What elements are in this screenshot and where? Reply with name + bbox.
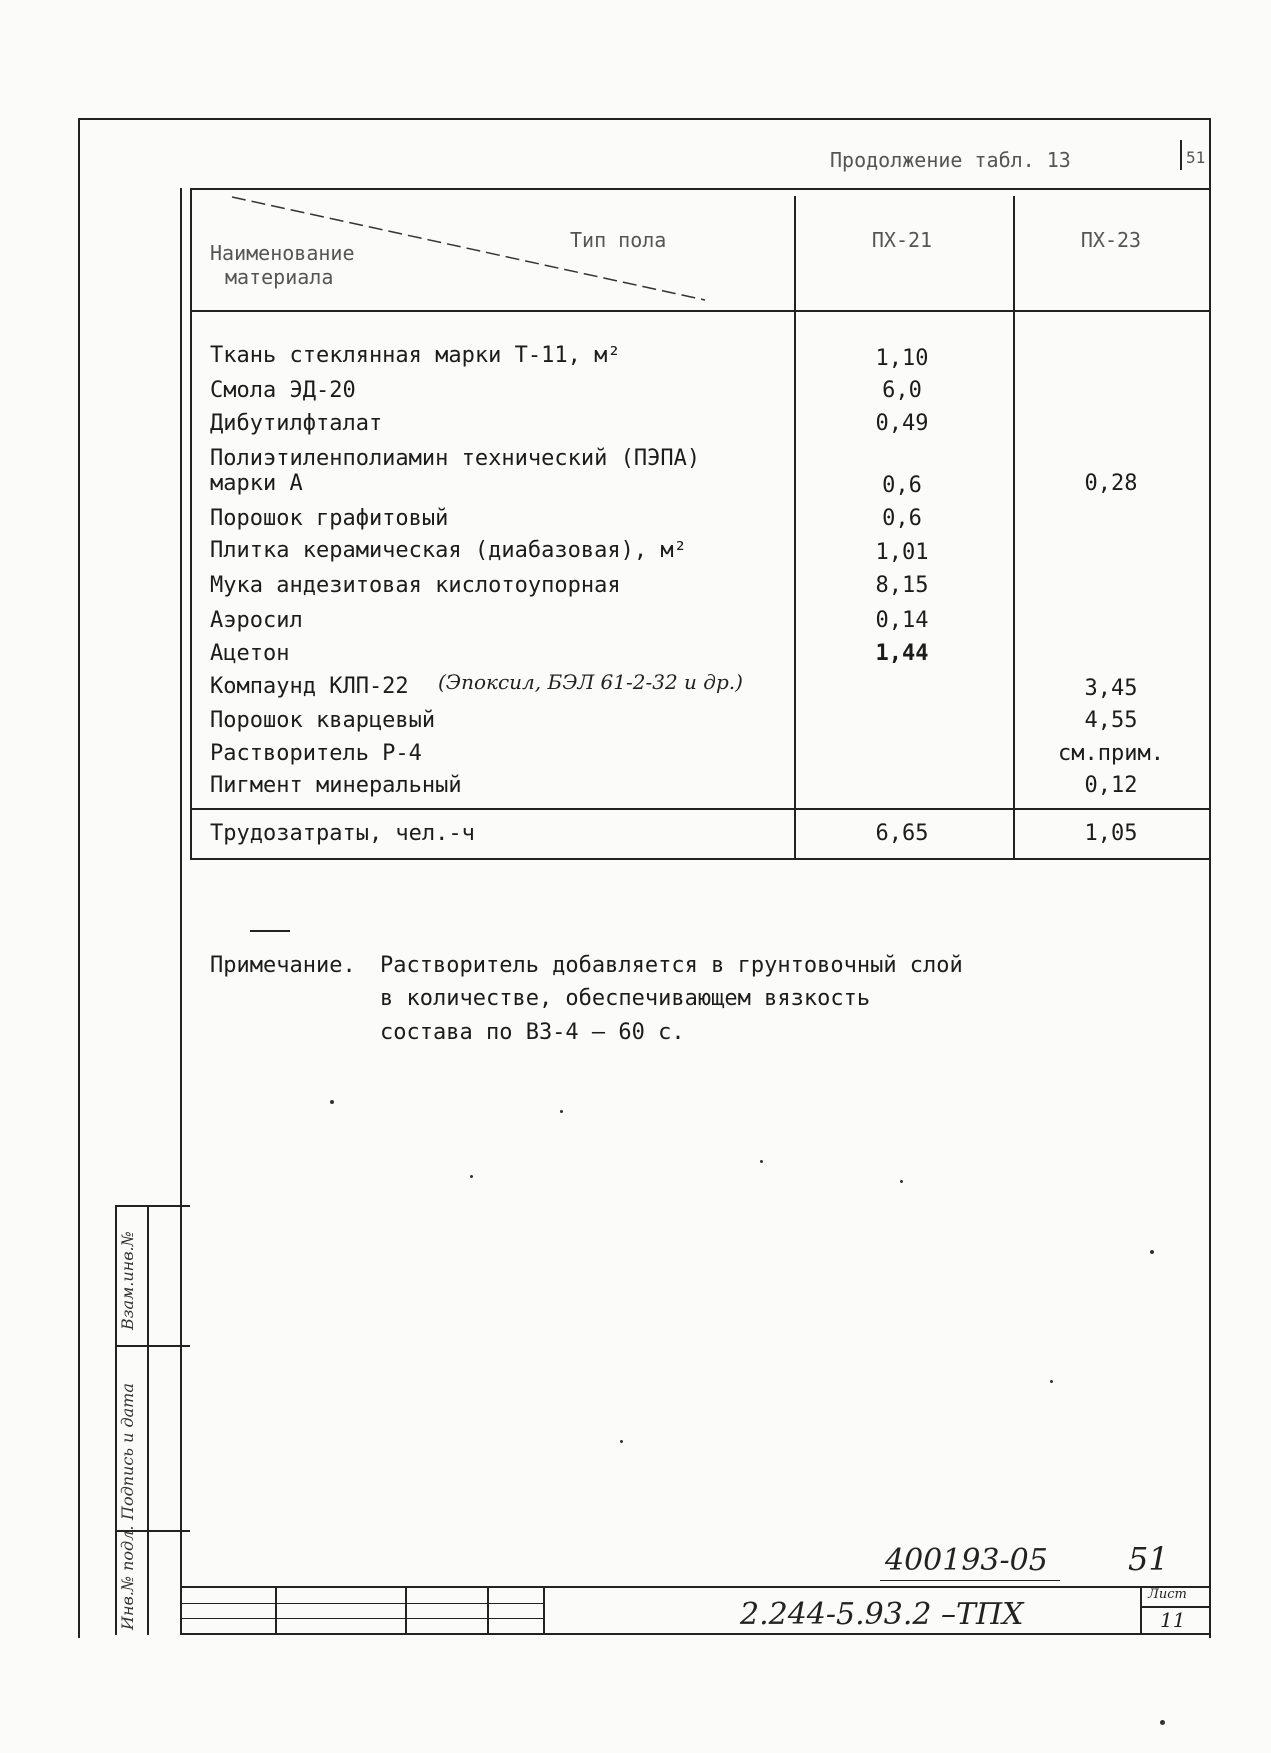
side-stamp-row-1 (115, 1345, 190, 1347)
row-name-0: Ткань стеклянная марки Т-11, м² (210, 343, 621, 368)
header-col2: ПХ-23 (1080, 228, 1142, 252)
labor-name: Трудозатраты, чел.-ч (210, 821, 475, 846)
outer-frame-left (78, 118, 80, 1638)
row-v2-12: см.прим. (1058, 741, 1164, 766)
corner-mark: 51 (1186, 148, 1206, 167)
side-stamp-col-mid (147, 1205, 149, 1635)
archive-number: 400193-05 (885, 1543, 1048, 1578)
noise-speck (330, 1100, 334, 1104)
header-col1: ПХ-21 (871, 228, 933, 252)
row-name-10-handwritten: (Эпоксил, БЭЛ 61-2-32 и др.) (438, 670, 743, 694)
row-name-3: Полиэтиленполиамин технический (ПЭПА) (210, 446, 701, 471)
row-v2-10: 3,45 (1084, 676, 1138, 701)
row-name-9: Ацетон (210, 641, 290, 666)
row-name-10: Компаунд КЛП-22 (210, 674, 409, 699)
stamp-vline-3 (487, 1586, 489, 1634)
row-name-1: Смола ЭД-20 (210, 378, 356, 403)
side-stamp-top (115, 1205, 190, 1207)
stamp-row-line-2 (180, 1618, 545, 1619)
side-label-inv: Инв.№ подл. (118, 1525, 137, 1630)
sheet-number: 11 (1160, 1608, 1186, 1632)
table-header-divider (190, 310, 1210, 312)
row-name-6: Плитка керамическая (диабазовая), м² (210, 538, 687, 563)
archive-underline (880, 1580, 1060, 1581)
stamp-sheet-box-left (1140, 1586, 1142, 1634)
side-label-replace: Взам.инв.№ (118, 1231, 137, 1330)
table-bottom-border (190, 858, 1210, 860)
row-name-13: Пигмент минеральный (210, 773, 462, 798)
row-v1-1: 6,0 (882, 378, 922, 403)
row-name-11: Порошок кварцевый (210, 708, 436, 733)
row-name-12: Растворитель Р-4 (210, 741, 422, 766)
side-label-signature: Подпись и дата (118, 1383, 137, 1520)
page-number: 51 (1128, 1540, 1169, 1578)
labor-v1: 6,65 (875, 821, 929, 846)
table-labor-divider-top (190, 808, 1210, 810)
noise-speck (1160, 1720, 1165, 1725)
outer-frame-top (78, 118, 1211, 120)
noise-speck (560, 1110, 563, 1113)
row-name-2: Дибутилфталат (210, 411, 383, 436)
row-v1-0: 1,10 (875, 346, 929, 371)
table-col-divider-2 (1013, 196, 1015, 860)
designation: 2.244-5.93.2 –ТПХ (740, 1597, 1024, 1632)
header-name-line1: Наименование (210, 241, 355, 265)
table-left-border (190, 188, 192, 860)
noise-speck (620, 1440, 623, 1443)
row-name-5: Порошок графитовый (210, 506, 449, 531)
stamp-top-line (180, 1586, 1210, 1588)
table-top-border (190, 188, 1210, 190)
note-line2: в количестве, обеспечивающем вязкость (380, 986, 871, 1011)
stamp-vline-1 (275, 1586, 277, 1634)
row-v2-11: 4,55 (1084, 708, 1138, 733)
noise-speck (1150, 1250, 1154, 1254)
table-right-border (1209, 188, 1211, 860)
note-line3: состава по ВЗ-4 – 60 с. (380, 1020, 685, 1045)
labor-v2: 1,05 (1084, 821, 1138, 846)
row-v1-6: 1,01 (875, 540, 929, 565)
noise-speck (1050, 1380, 1053, 1383)
noise-speck (470, 1175, 473, 1178)
stamp-row-line-1 (180, 1603, 545, 1604)
note-line1: Растворитель добавляется в грунтовочный слой (380, 953, 963, 978)
row-v2-13: 0,12 (1084, 773, 1138, 798)
noise-speck (900, 1180, 903, 1183)
inner-frame-bottom (180, 1633, 1210, 1635)
header-note: Продолжение табл. 13 (830, 148, 1071, 172)
stamp-vline-4 (543, 1586, 545, 1634)
row-name-8: Аэросил (210, 608, 303, 633)
row-name-4: марки А (210, 471, 303, 496)
row-v2-4: 0,28 (1084, 471, 1138, 496)
header-name-line2: материала (225, 265, 334, 289)
stamp-vline-2 (405, 1586, 407, 1634)
sheet-label: Лист (1148, 1587, 1187, 1602)
row-v1-8: 0,14 (875, 608, 929, 633)
inner-frame-left (180, 188, 182, 1633)
side-stamp-col-left (115, 1205, 117, 1635)
row-v1-5: 0,6 (882, 506, 922, 531)
row-name-7: Мука андезитовая кислотоупорная (210, 573, 621, 598)
row-v1-4: 0,6 (882, 473, 922, 498)
row-v1-9: 1,44 (875, 641, 929, 666)
note-dash (250, 930, 290, 932)
corner-box-left (1180, 140, 1182, 170)
header-type-label: Тип пола (570, 228, 667, 252)
note-label: Примечание. (210, 953, 356, 978)
table-col-divider-1 (794, 196, 796, 860)
noise-speck (760, 1160, 763, 1163)
row-v1-2: 0,49 (875, 411, 929, 436)
row-v1-7: 8,15 (875, 573, 929, 598)
